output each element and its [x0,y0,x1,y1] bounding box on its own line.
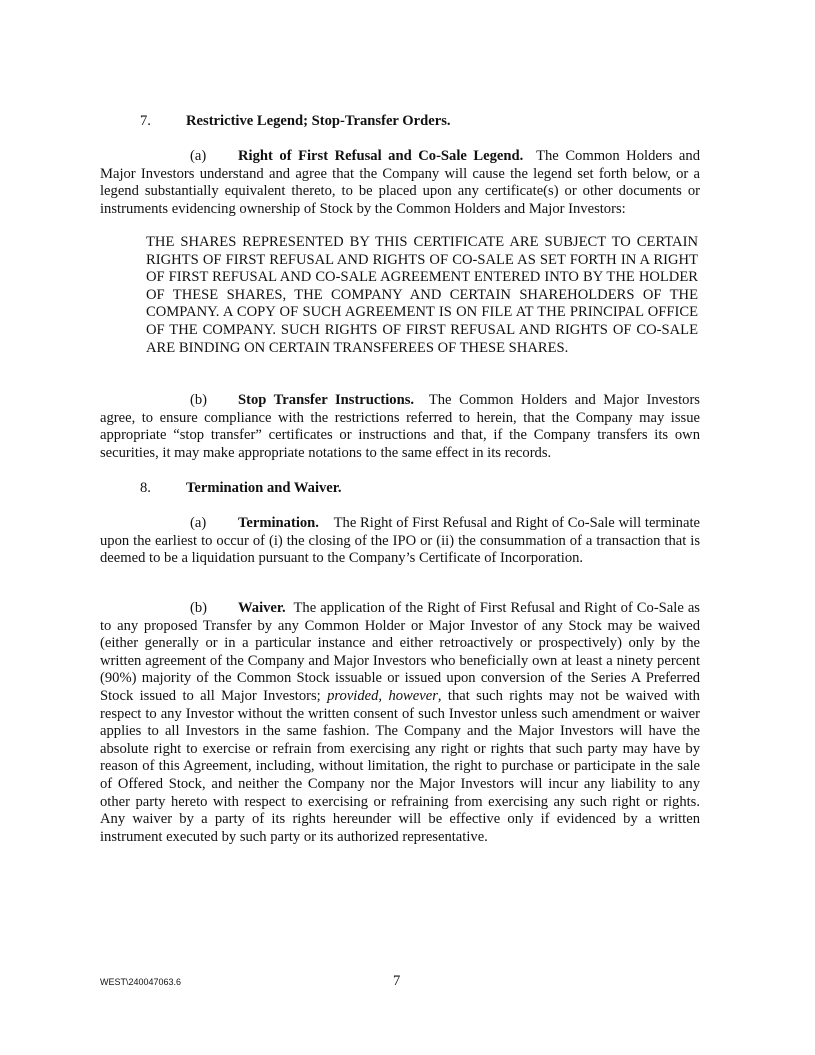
section-7-number: 7. [140,113,151,129]
section-8b-text-after: , that such rights may not be waived with respect to any Investor without the written consent of such Investor unless such amendment or waiver applies to all Investors in the same fashion. The Company and the Major Investors will have the absolute right to exercise or refrain from exercising any right or rights that such party may have by reason of this Agreement, including, without limitation, the right to purchase or participate in the sale of Offered Stock, and neither the Company nor the Major Investors will incur any liability to any other party hereto with respect to exercising or refraining from exercising any such right or rights. Any waiver by a party of its rights hereunder will be effective only if evidenced by a written instrument executed by such party or its authorized representative. [100,687,700,845]
section-7b-text: The Common Holders and Major Investors agree, to ensure compliance with the restrictions referred to herein, that the Company may issue appropriate “stop transfer” certificates or instructions and that, if the Company transfers its own securities, it may make appropriate notations to the same effect in its records. [100,392,700,461]
section-8b-text-before: The application of the Right of First Refusal and Right of Co-Sale as to any proposed Transfer by any Common Holder or Major Investor of any Stock may be waived (either generally or in a particular instance and either retroactively or prospectively) only by the written agreement of the Company and Major Investors who beneficially own at least a ninety percent (90%) majority of the Common Stock issuable or issued upon conversion of the Series A Preferred Stock issued to all Major Investors; [100,600,700,704]
section-8a-label: (a) [190,515,207,531]
section-8a-paragraph [100,515,700,568]
section-8a-heading: Termination. [238,515,319,531]
section-7a-paragraph [100,148,700,218]
section-8-number: 8. [140,480,151,496]
section-7a-heading: Right of First Refusal and Co-Sale Legend. [238,148,524,164]
section-8a-text: The Right of First Refusal and Right of Co-Sale will terminate upon the earliest to occur of (i) the closing of the IPO or (ii) the consummation of a transaction that is deemed to be a liquidation pursuant to the Company’s Certificate of Incorporation. [100,515,700,567]
section-7-title: Restrictive Legend; Stop-Transfer Orders. [186,113,451,129]
section-8-heading [100,480,700,498]
document-id: WEST\240047063.6 [100,977,182,987]
page-number: 7 [393,973,401,989]
restrictive-legend: THE SHARES REPRESENTED BY THIS CERTIFICATE ARE SUBJECT TO CERTAIN RIGHTS OF FIRST REFUSAL AND RIGHTS OF CO-SALE AS SET FORTH IN A RIGHT OF FIRST REFUSAL AND CO-SALE AGREEMENT ENTERED INTO BY THE HOLDER OF THESE SHARES, THE COMPANY AND CERTAIN SHAREHOLDERS OF THE COMPANY. A COPY OF SUCH AGREEMENT IS ON FILE AT THE PRINCIPAL OFFICE OF THE COMPANY. SUCH RIGHTS OF FIRST REFUSAL AND RIGHTS OF CO-SALE ARE BINDING ON CERTAIN TRANSFEREES OF THESE SHARES. [146,234,698,356]
section-7b-label: (b) [190,392,208,408]
section-7b-heading: Stop Transfer Instructions. [238,392,415,408]
section-8b-label: (b) [190,600,208,616]
section-8-title: Termination and Waiver. [186,480,342,496]
section-8b-paragraph [100,600,700,846]
section-7a-text: The Common Holders and Major Investors understand and agree that the Company will cause the legend set forth below, or a legend substantially equivalent thereto, to be placed upon any certificate(s) or other documents or instruments evidencing ownership of Stock by the Common Holders and Major Investors: [100,148,700,217]
section-8b-italic: provided, however [327,687,438,704]
section-7b-paragraph [100,392,700,462]
document-page [100,0,700,1055]
section-7a-label: (a) [190,148,207,164]
section-7-heading [100,113,700,131]
section-8b-heading: Waiver. [238,600,286,616]
